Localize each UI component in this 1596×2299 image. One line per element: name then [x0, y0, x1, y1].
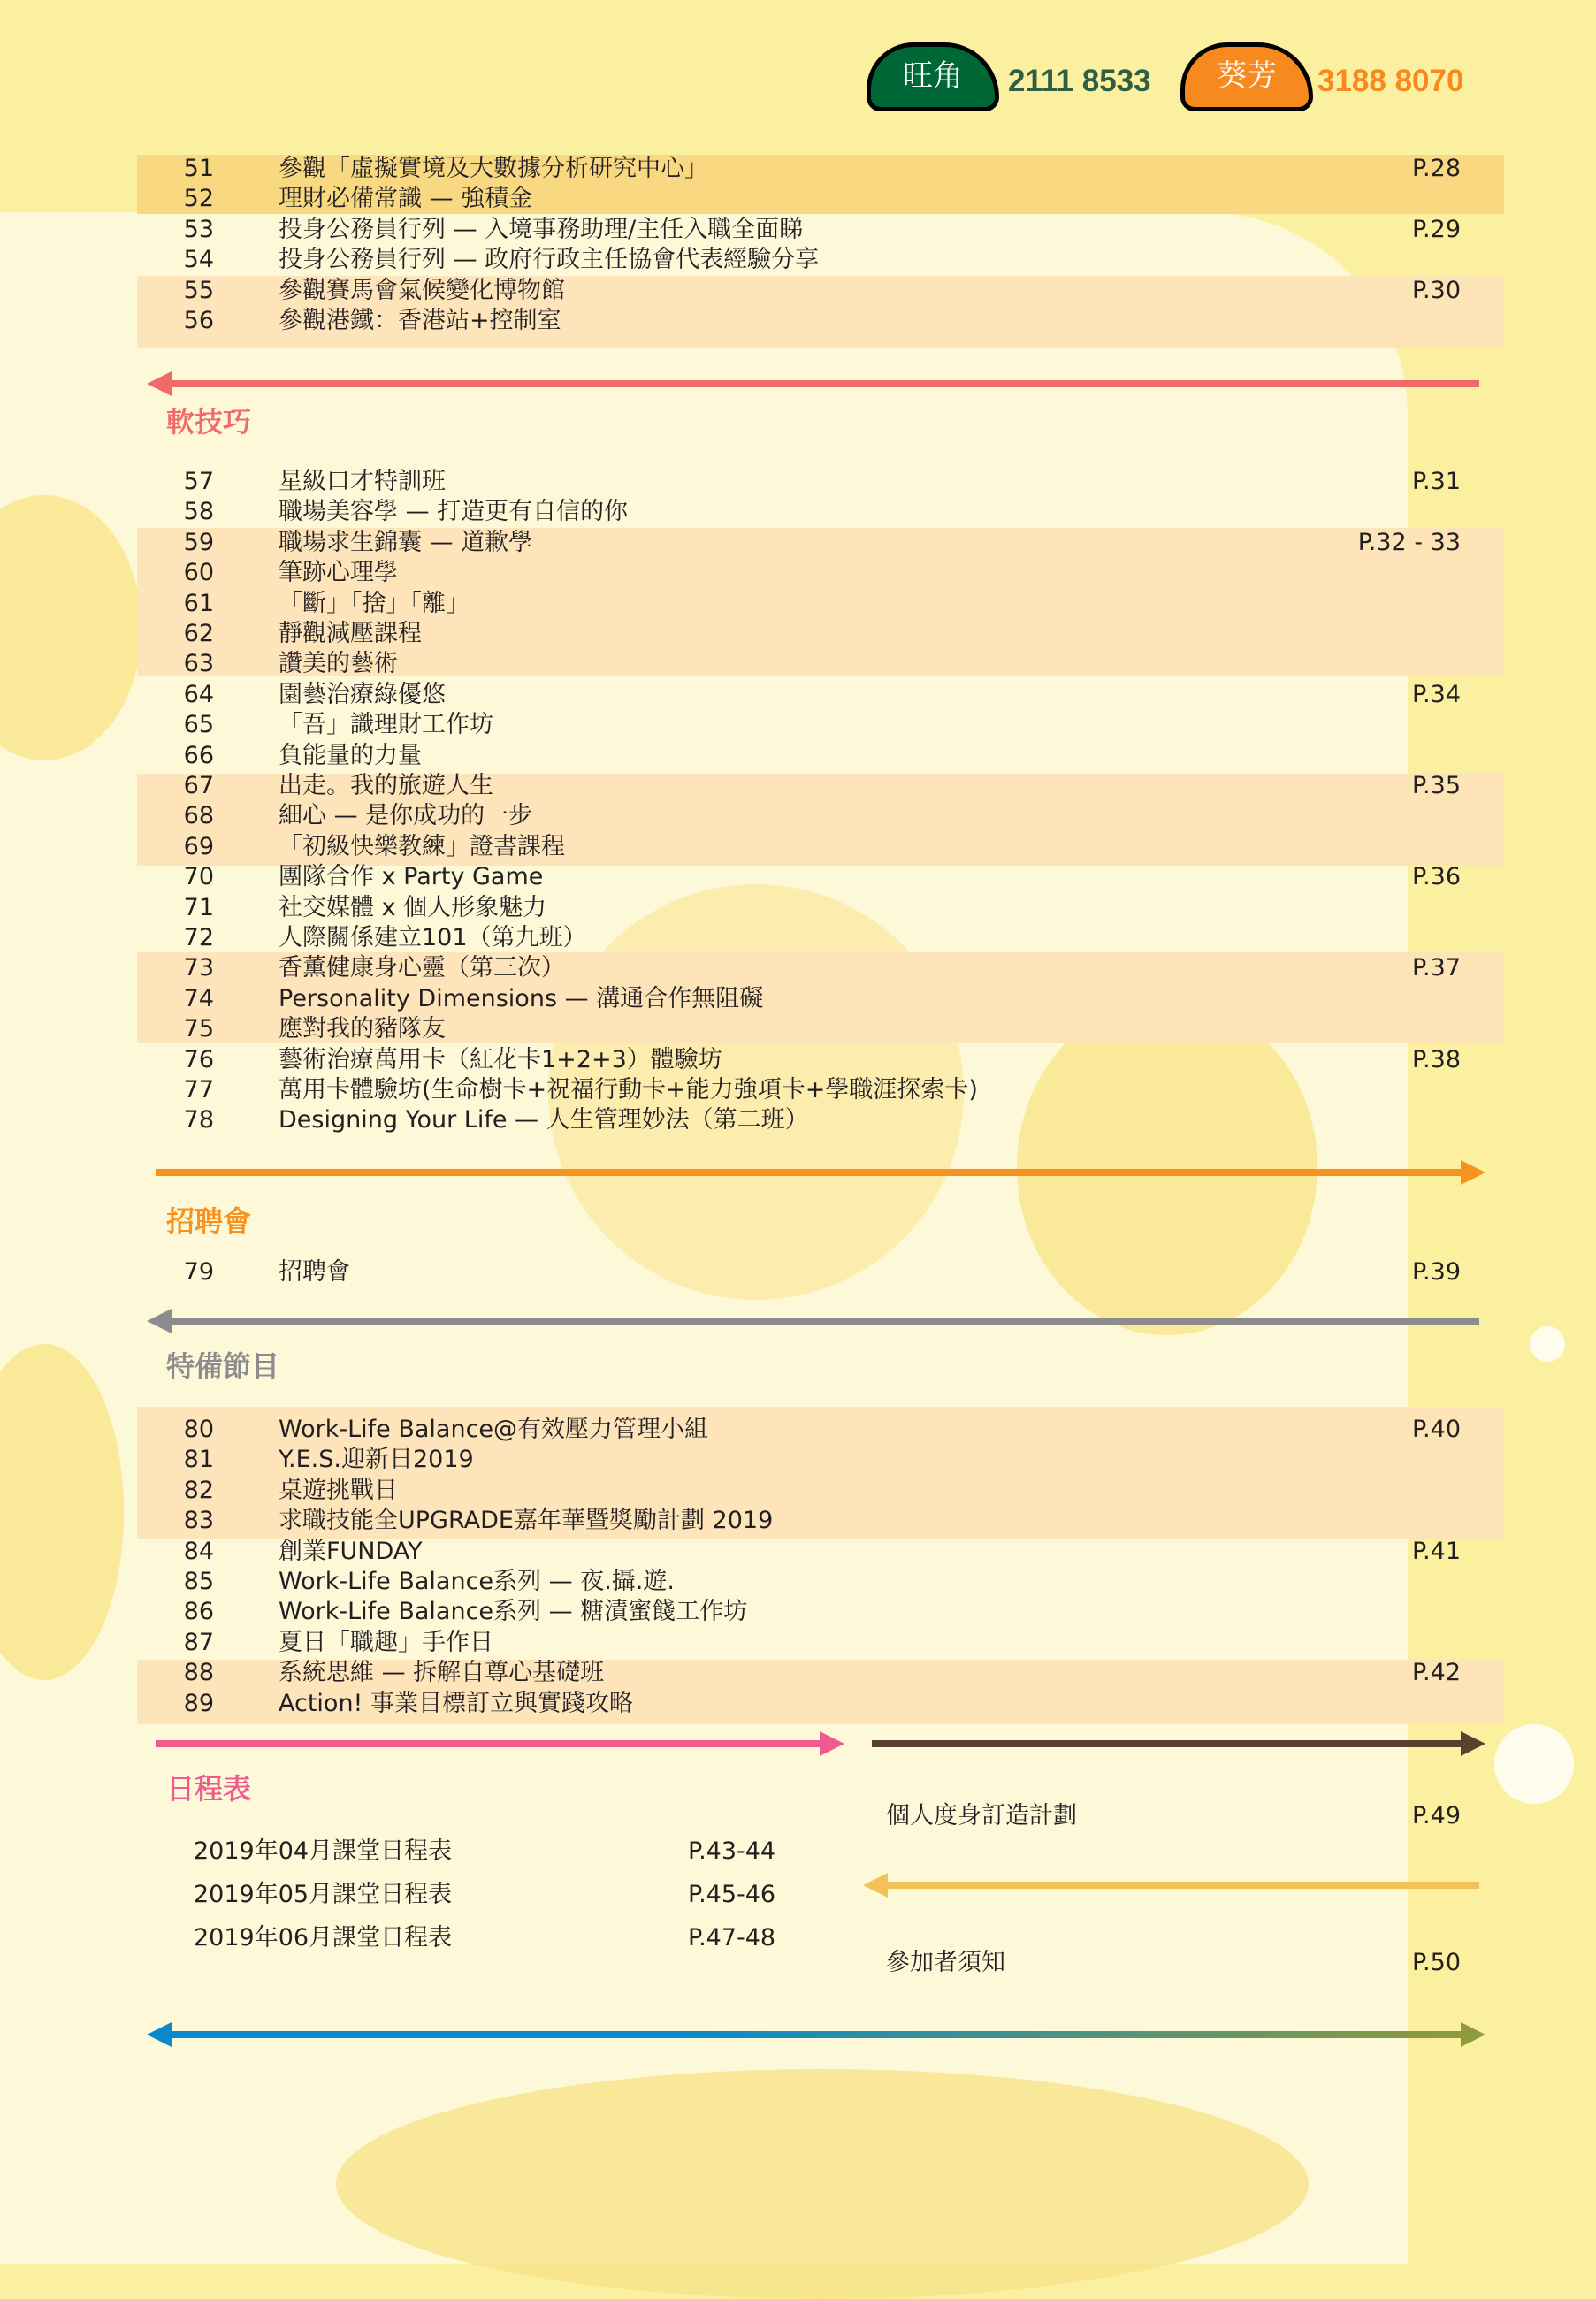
item-title: Y.E.S.迎新日2019 [279, 1446, 474, 1474]
item-title: 靜觀減壓課程 [279, 620, 422, 647]
item-title: 星級口才特訓班 [279, 468, 446, 495]
branch-phone-mongkok: 2111 8533 [1008, 64, 1151, 98]
list-item[interactable] [0, 1045, 1596, 1075]
list-item[interactable] [0, 1105, 1596, 1135]
item-title: 參觀賽馬會氣候變化博物館 [279, 276, 565, 304]
item-number: 63 [183, 650, 214, 678]
section-title-soft-skills: 軟技巧 [166, 405, 252, 439]
item-number: 52 [183, 185, 214, 213]
item-title: 團隊合作 x Party Game [279, 863, 544, 891]
item-title: 職場美容學 — 打造更有自信的你 [279, 498, 629, 526]
item-title: 萬用卡體驗坊(生命樹卡+祝福行動卡+能力強項卡+學職涯探索卡) [279, 1076, 978, 1104]
list-item[interactable] [0, 1075, 1596, 1105]
divider-arrow-left [168, 380, 1479, 387]
list-item[interactable] [0, 649, 1596, 679]
item-number: 70 [183, 863, 214, 891]
item-title: 藝術治療萬用卡（紅花卡1+2+3）體驗坊 [279, 1045, 722, 1073]
list-item[interactable] [0, 558, 1596, 588]
item-page: P.42 [1411, 1659, 1461, 1687]
list-item[interactable] [0, 154, 1596, 184]
item-number: 66 [183, 741, 214, 769]
item-page: P.40 [1411, 1416, 1461, 1443]
item-number: 79 [183, 1258, 214, 1286]
item-number: 69 [183, 832, 214, 860]
item-number: 82 [183, 1476, 214, 1504]
schedule-label[interactable]: 2019年04月課堂日程表 [194, 1837, 453, 1865]
item-title: 社交媒體 x 個人形象魅力 [279, 893, 547, 921]
list-item[interactable] [0, 1415, 1596, 1445]
item-title: 應對我的豬隊友 [279, 1015, 446, 1043]
item-title: 「初級快樂教練」證書課程 [279, 832, 565, 860]
decorative-dot [1494, 1724, 1574, 1804]
item-number: 55 [183, 276, 214, 304]
section-title-schedule: 日程表 [166, 1772, 252, 1806]
section-title-recruitment: 招聘會 [166, 1204, 252, 1238]
item-page: P.35 [1411, 772, 1461, 799]
list-item[interactable] [0, 184, 1596, 214]
item-number: 54 [183, 246, 214, 274]
list-item[interactable] [0, 862, 1596, 892]
branch-badge-mongkok: 旺角 [867, 42, 999, 111]
list-item[interactable] [0, 589, 1596, 619]
list-item[interactable] [0, 741, 1596, 771]
item-title: 筆跡心理學 [279, 559, 398, 587]
list-item[interactable] [0, 528, 1596, 558]
item-title: 出走。我的旅遊人生 [279, 772, 493, 799]
item-number: 68 [183, 802, 214, 830]
item-number: 61 [183, 589, 214, 617]
list-item[interactable] [0, 306, 1596, 336]
schedule-page: P.43-44 [688, 1837, 776, 1865]
divider-arrow-both [168, 2031, 1464, 2038]
item-title: 參觀「虛擬實境及大數據分析研究中心」 [279, 155, 708, 182]
item-title: 投身公務員行列 — 入境事務助理/主任入職全面睇 [279, 215, 804, 243]
item-number: 62 [183, 620, 214, 647]
extra-page: P.50 [1411, 1949, 1461, 1976]
list-item[interactable] [0, 1476, 1596, 1506]
list-item[interactable] [0, 1506, 1596, 1536]
item-number: 77 [183, 1076, 214, 1104]
item-page: P.34 [1411, 680, 1461, 708]
item-title: Work-Life Balance系列 — 糖漬蜜餞工作坊 [279, 1598, 748, 1626]
branch-phone-kwaifong: 3188 8070 [1317, 64, 1464, 98]
item-title: 創業FUNDAY [279, 1537, 423, 1565]
schedule-label[interactable]: 2019年05月課堂日程表 [194, 1881, 453, 1908]
item-page: P.31 [1411, 468, 1461, 495]
divider-arrow-left [168, 1318, 1479, 1325]
item-page: P.41 [1411, 1537, 1461, 1565]
extra-page: P.49 [1411, 1802, 1461, 1829]
item-number: 78 [183, 1106, 214, 1134]
decorative-dot [1530, 1326, 1565, 1362]
item-title: 理財必備常識 — 強積金 [279, 185, 533, 213]
item-title: 夏日「職趣」手作日 [279, 1628, 493, 1656]
list-item[interactable] [0, 1597, 1596, 1627]
list-item[interactable] [0, 984, 1596, 1014]
list-item[interactable] [0, 1537, 1596, 1567]
section-title-special: 特備節目 [166, 1349, 280, 1383]
item-title: Personality Dimensions — 溝通合作無阻礙 [279, 984, 764, 1012]
list-item[interactable] [0, 771, 1596, 801]
divider-arrow-right [872, 1740, 1464, 1747]
list-item[interactable] [0, 710, 1596, 740]
item-number: 75 [183, 1015, 214, 1043]
item-number: 88 [183, 1659, 214, 1687]
item-page: P.38 [1411, 1045, 1461, 1073]
extra-label[interactable]: 參加者須知 [886, 1949, 1005, 1976]
item-number: 83 [183, 1507, 214, 1535]
item-number: 81 [183, 1446, 214, 1474]
item-number: 86 [183, 1598, 214, 1626]
item-number: 73 [183, 954, 214, 982]
list-item[interactable] [0, 467, 1596, 497]
list-item[interactable] [0, 680, 1596, 710]
list-item[interactable] [0, 953, 1596, 983]
list-item[interactable] [0, 1445, 1596, 1475]
item-page: P.36 [1411, 863, 1461, 891]
item-title: 職場求生錦囊 — 道歉學 [279, 528, 533, 556]
item-page: P.30 [1411, 276, 1461, 304]
item-number: 76 [183, 1045, 214, 1073]
extra-label[interactable]: 個人度身訂造計劃 [886, 1802, 1077, 1829]
list-item[interactable] [0, 832, 1596, 862]
item-number: 72 [183, 924, 214, 951]
list-item[interactable] [0, 619, 1596, 649]
item-number: 85 [183, 1568, 214, 1595]
item-number: 89 [183, 1689, 214, 1717]
divider-arrow-right [156, 1740, 823, 1747]
item-number: 57 [183, 468, 214, 495]
item-number: 58 [183, 498, 214, 526]
item-title: 求職技能全UPGRADE嘉年華暨獎勵計劃 2019 [279, 1507, 774, 1535]
item-title: 參觀港鐵：香港站+控制室 [279, 307, 561, 334]
item-title: 負能量的力量 [279, 741, 422, 769]
item-title: 系統思維 — 拆解自尊心基礎班 [279, 1659, 605, 1687]
item-page: P.39 [1411, 1258, 1461, 1286]
list-item[interactable] [0, 245, 1596, 275]
list-item[interactable] [0, 1628, 1596, 1658]
item-number: 87 [183, 1628, 214, 1656]
item-number: 84 [183, 1537, 214, 1565]
schedule-page: P.45-46 [688, 1881, 776, 1908]
item-number: 53 [183, 215, 214, 243]
branch-badge-kwaifong: 葵芳 [1180, 42, 1313, 111]
list-item[interactable] [0, 1257, 1596, 1287]
item-title: 細心 — 是你成功的一步 [279, 802, 533, 830]
list-item[interactable] [0, 893, 1596, 923]
item-title: 人際關係建立101（第九班） [279, 924, 587, 951]
item-title: Work-Life Balance@有效壓力管理小組 [279, 1416, 709, 1443]
item-title: 讚美的藝術 [279, 650, 398, 678]
list-item[interactable] [0, 801, 1596, 831]
list-item[interactable] [0, 1567, 1596, 1597]
list-item[interactable] [0, 276, 1596, 306]
item-title: 「斷」「捨」「離」 [279, 589, 470, 617]
item-number: 67 [183, 772, 214, 799]
divider-arrow-right [156, 1169, 1464, 1176]
list-item[interactable] [0, 1658, 1596, 1688]
divider-arrow-left [884, 1882, 1479, 1889]
list-item[interactable] [0, 1014, 1596, 1044]
item-number: 56 [183, 307, 214, 334]
item-title: Action! 事業目標訂立與實踐攻略 [279, 1689, 633, 1717]
item-title: 招聘會 [279, 1258, 350, 1286]
item-number: 71 [183, 893, 214, 921]
list-item[interactable] [0, 497, 1596, 527]
schedule-label[interactable]: 2019年06月課堂日程表 [194, 1924, 453, 1951]
item-title: Work-Life Balance系列 — 夜.攝.遊. [279, 1568, 675, 1595]
item-title: 香薰健康身心靈（第三次） [279, 954, 565, 982]
item-number: 60 [183, 559, 214, 587]
item-page: P.28 [1411, 155, 1461, 182]
item-title: 桌遊挑戰日 [279, 1476, 398, 1504]
item-title: 投身公務員行列 — 政府行政主任協會代表經驗分享 [279, 246, 820, 274]
item-number: 59 [183, 528, 214, 556]
item-page: P.29 [1411, 215, 1461, 243]
item-title: 「吾」識理財工作坊 [279, 711, 493, 739]
list-item[interactable] [0, 923, 1596, 953]
list-item[interactable] [0, 1689, 1596, 1719]
item-number: 80 [183, 1416, 214, 1443]
item-number: 65 [183, 711, 214, 739]
decorative-leaf [336, 2069, 1309, 2299]
item-number: 64 [183, 680, 214, 708]
item-number: 74 [183, 984, 214, 1012]
item-page: P.32 - 33 [1357, 528, 1461, 556]
item-page: P.37 [1411, 954, 1461, 982]
schedule-page: P.47-48 [688, 1924, 776, 1951]
item-title: 園藝治療綠優悠 [279, 680, 446, 708]
list-item[interactable] [0, 215, 1596, 245]
item-number: 51 [183, 155, 214, 182]
item-title: Designing Your Life — 人生管理妙法（第二班） [279, 1106, 809, 1134]
